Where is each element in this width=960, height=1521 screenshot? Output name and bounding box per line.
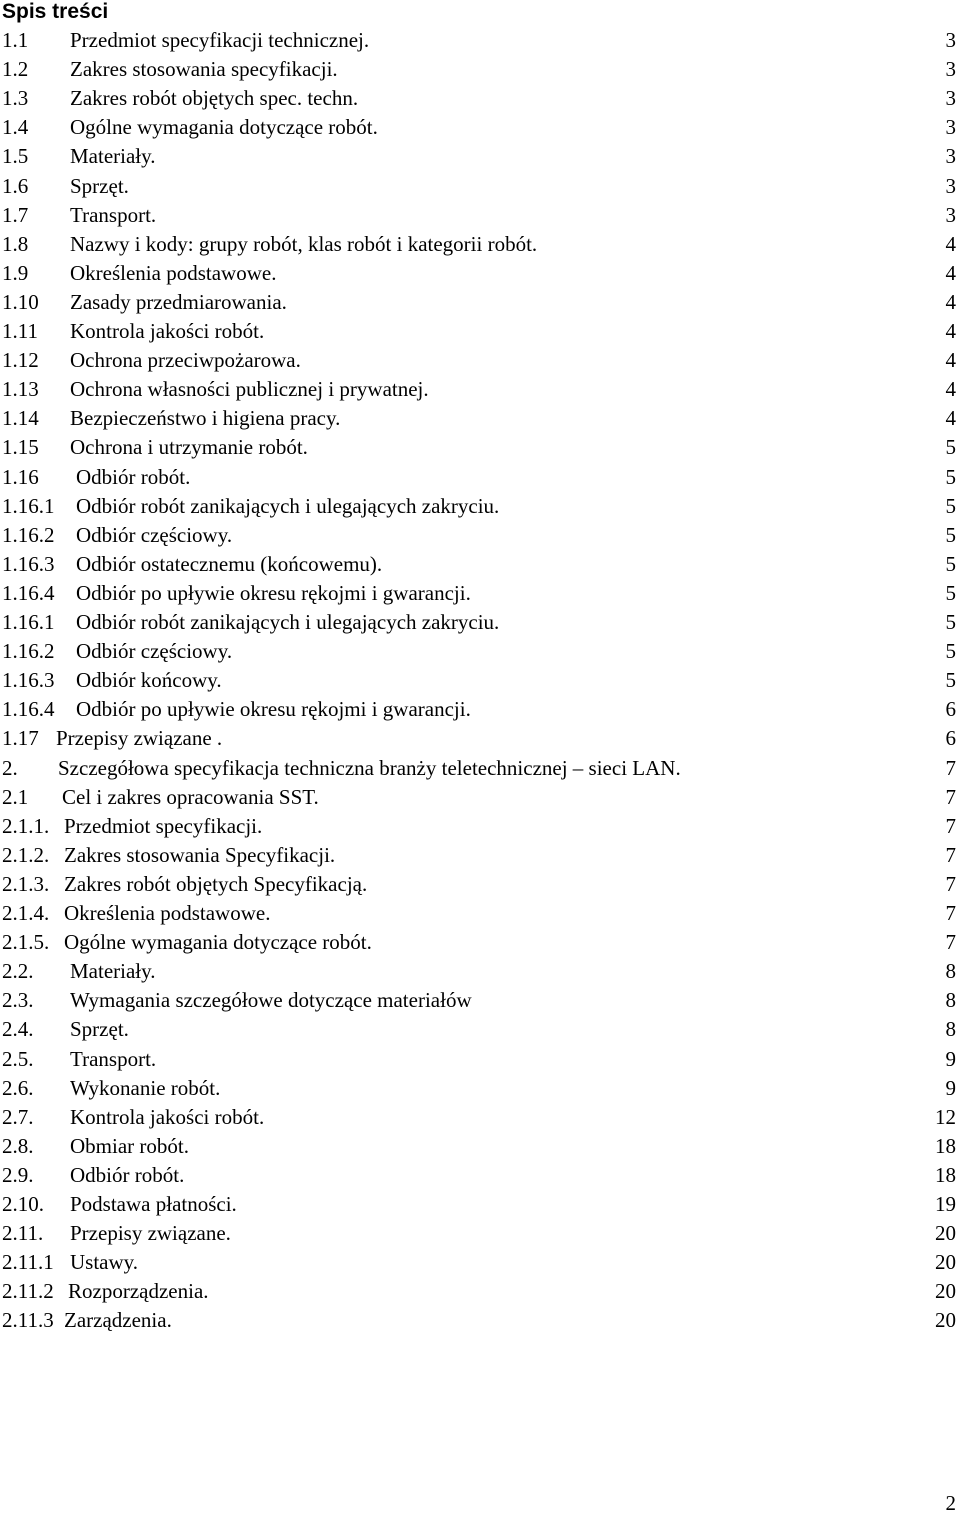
toc-entry-title: Kontrola jakości robót. [70,319,265,343]
toc-entry-title: Materiały. [70,959,156,984]
toc-entry-page: 19 [935,1192,956,1216]
toc-entry-number: 1.13 [2,377,39,402]
toc-entry-number: 1.2 [2,57,29,82]
toc-entry-number: 1.14 [2,406,39,431]
toc-entry-title: Ogólne wymagania dotyczące robót. [64,930,372,955]
toc-entry-title: Nazwy i kody: grupy robót, klas robót i kategorii robót. [70,231,538,256]
toc-entry-title: Przepisy związane . [56,726,223,751]
toc-entry-title: Ustawy. [70,1250,139,1275]
toc-entry-number: 1.6 [2,173,29,198]
toc-entry-title: Odbiór ostatecznemu (końcowemu). [76,551,383,576]
toc-entry-number: 1.16.4 [2,580,55,605]
toc-entry-page: 4 [945,319,956,343]
toc-entry[interactable] [0,1045,960,1074]
toc-entry[interactable] [0,986,960,1015]
toc-entry[interactable] [0,783,960,812]
toc-entry-number: 2.11.2 [2,1279,54,1304]
toc-entry-title: Transport. [70,1046,157,1071]
toc-entry-title: Zakres stosowania specyfikacji. [70,57,338,82]
toc-entry-title: Sprzęt. [70,1017,129,1042]
toc-entry-title: Materiały. [70,144,156,169]
toc-entry-page: 4 [945,289,956,314]
toc-entry-page: 4 [945,377,956,402]
toc-entry-number: 1.16.3 [2,668,55,693]
toc-entry-title: Odbiór końcowy. [76,668,222,693]
toc-entry-title: Ochrona i utrzymanie robót. [70,435,308,460]
toc-entry[interactable] [0,1277,960,1306]
toc-entry-title: Rozporządzenia. [68,1279,209,1304]
toc-entry[interactable] [0,55,960,84]
toc-entry[interactable] [0,812,960,841]
toc-entry-title: Odbiór robót. [76,464,191,489]
toc-entry-title: Wykonanie robót. [70,1075,221,1100]
toc-entry-number: 2.1.4. [2,901,50,925]
toc-entry-page: 7 [945,813,956,838]
toc-entry-page: 3 [945,115,956,140]
toc-entry-number: 2.2. [2,959,34,984]
toc-entry-page: 7 [945,784,956,809]
toc-entry-title: Zasady przedmiarowania. [70,289,287,314]
toc-entry-number: 2.1.2. [2,842,50,867]
toc-entry-title: Odbiór po upływie okresu rękojmi i gwarancji. [76,580,471,605]
toc-entry-page: 20 [935,1279,956,1304]
toc-entry-number: 1.15 [2,435,39,460]
toc-entry-page: 20 [935,1308,956,1333]
toc-entry[interactable] [0,1190,960,1219]
toc-entry[interactable] [0,1132,960,1161]
toc-entry[interactable] [0,142,960,171]
toc-entry-title: Zakres robót objętych spec. techn. [70,86,359,111]
toc-entry-number: 2.11. [2,1221,44,1246]
toc-entry-page: 3 [945,144,956,169]
toc-entry-page: 9 [945,1075,956,1100]
toc-entry-number: 2.11.1 [2,1250,54,1275]
toc-entry[interactable] [0,695,960,724]
toc-entry-number: 1.9 [2,260,29,285]
toc-entry[interactable] [0,841,960,870]
toc-entry-title: Zakres stosowania Specyfikacji. [64,842,336,867]
toc-entry-page: 3 [945,202,956,227]
toc-entry-number: 2.1 [2,784,29,809]
toc-entry-number: 1.12 [2,348,39,373]
toc-entry-page: 5 [945,493,956,518]
toc-entry-number: 2.1.5. [2,930,50,955]
toc-entry-number: 1.8 [2,231,29,256]
toc-entry-page: 18 [935,1133,956,1158]
toc-entry-number: 1.4 [2,115,29,140]
toc-entry-title: Bezpieczeństwo i higiena pracy. [70,406,341,431]
toc-entry-page: 3 [945,28,956,52]
toc-entry-page: 4 [945,231,956,256]
toc-entry-page: 7 [945,755,956,780]
toc-entry[interactable] [0,608,960,637]
toc-entry-title: Szczegółowa specyfikacja techniczna branży teletechnicznej – sieci LAN. [58,755,681,780]
toc-entry-title: Wymagania szczegółowe dotyczące materiałów [70,988,472,1013]
toc-entry[interactable] [0,1103,960,1132]
toc-entry-page: 5 [945,551,956,576]
toc-entry[interactable] [0,1074,960,1103]
toc-entry-page: 7 [945,930,956,955]
toc-entry-title: Kontrola jakości robót. [70,1104,265,1129]
toc-entry-title: Podstawa płatności. [70,1192,237,1216]
toc-entry-number: 2.10. [2,1192,44,1216]
toc-entry-page: 4 [945,260,956,285]
toc-entry[interactable] [0,579,960,608]
toc-entry-title: Zarządzenia. [64,1308,172,1333]
toc-entry-title: Odbiór robót zanikających i ulegających zakryciu. [76,493,500,518]
toc-entry-number: 1.16.3 [2,551,55,576]
toc-entry-title: Odbiór robót zanikających i ulegających zakryciu. [76,610,500,634]
toc-entry[interactable] [0,346,960,375]
toc-entry-page: 5 [945,435,956,460]
toc-entry-page: 20 [935,1250,956,1275]
toc-entry[interactable] [0,957,960,986]
toc-entry-number: 2.5. [2,1046,34,1071]
toc-entry-page: 5 [945,639,956,664]
toc-entry[interactable] [0,317,960,346]
toc-entry-number: 1.17 [2,726,39,751]
toc-entry-page: 5 [945,580,956,605]
toc-entry-page: 5 [945,464,956,489]
toc-title: Spis treści [2,0,109,23]
toc-entry-number: 1.16 [2,464,39,489]
toc-entry-page: 6 [945,697,956,722]
toc-entry[interactable] [0,637,960,666]
toc-entry-title: Cel i zakres opracowania SST. [62,784,319,809]
toc-entry[interactable] [0,870,960,899]
toc-entry[interactable] [0,754,960,783]
toc-entry-number: 1.1 [2,28,29,52]
toc-entry[interactable] [0,550,960,579]
toc-entry-page: 20 [935,1221,956,1246]
toc-entry[interactable] [0,26,960,55]
toc-entry-title: Ochrona własności publicznej i prywatnej. [70,377,429,402]
toc-entry-number: 2.1.3. [2,871,50,896]
toc-entry-page: 5 [945,668,956,693]
toc-entry-number: 1.5 [2,144,29,169]
toc-entry-title: Określenia podstawowe. [64,901,271,925]
toc-entry-page: 18 [935,1162,956,1187]
toc-entry-title: Odbiór częściowy. [76,639,233,664]
toc-entry-title: Ochrona przeciwpożarowa. [70,348,301,373]
toc-entry-page: 7 [945,901,956,925]
toc-entry-number: 1.16.2 [2,639,55,664]
toc-entry-number: 1.16.2 [2,522,55,547]
toc-entry-page: 5 [945,610,956,634]
toc-entry-number: 1.16.1 [2,493,55,518]
toc-entry[interactable] [0,1161,960,1190]
toc-entry-page: 3 [945,86,956,111]
toc-entry-number: 2.8. [2,1133,34,1158]
toc-entry-page: 12 [935,1104,956,1129]
toc-entry-number: 1.16.1 [2,610,55,634]
toc-entry-number: 2.4. [2,1017,34,1042]
toc-entry-number: 2.1.1. [2,813,50,838]
toc-entry-title: Ogólne wymagania dotyczące robót. [70,115,378,140]
toc-entry-page: 8 [945,988,956,1013]
toc-entry-title: Obmiar robót. [70,1133,189,1158]
toc-entry-title: Transport. [70,202,157,227]
toc-entry[interactable] [0,521,960,550]
toc-entry-page: 3 [945,57,956,82]
toc-entry-page: 3 [945,173,956,198]
toc-entry[interactable] [0,288,960,317]
toc-entry[interactable] [0,84,960,113]
toc-entry-number: 1.3 [2,86,29,111]
toc-entry-number: 2. [2,755,18,780]
toc-entry-page: 7 [945,871,956,896]
toc-entry-number: 1.11 [2,319,38,343]
toc-entry[interactable] [0,404,960,433]
toc-entry[interactable] [0,1248,960,1277]
toc-entry[interactable] [0,666,960,695]
toc-entry-title: Określenia podstawowe. [70,260,277,285]
toc-entry-number: 2.11.3 [2,1308,54,1333]
toc-entry[interactable] [0,113,960,142]
toc-entry[interactable] [0,928,960,957]
toc-entry-number: 1.7 [2,202,29,227]
toc-entry-page: 7 [945,842,956,867]
toc-entry-number: 1.16.4 [2,697,55,722]
toc-entry-page: 6 [945,726,956,751]
toc-entry-number: 2.3. [2,988,34,1013]
toc-entry-number: 2.6. [2,1075,34,1100]
toc-entry[interactable] [0,259,960,288]
toc-entry-title: Sprzęt. [70,173,129,198]
toc-entry[interactable] [0,172,960,201]
toc-entry-page: 8 [945,959,956,984]
toc-entry-page: 4 [945,406,956,431]
toc-entry-page: 8 [945,1017,956,1042]
toc-entry[interactable] [0,463,960,492]
toc-entry-title: Zakres robót objętych Specyfikacją. [64,871,368,896]
toc-entry-page: 9 [945,1046,956,1071]
toc-entry-number: 1.10 [2,289,39,314]
toc-entry[interactable] [0,1015,960,1044]
toc-entry[interactable] [0,1219,960,1248]
toc-entry-number: 2.9. [2,1162,34,1187]
toc-entry[interactable] [0,1306,960,1335]
toc-entry[interactable] [0,492,960,521]
toc-entry[interactable] [0,724,960,753]
toc-entry-title: Odbiór po upływie okresu rękojmi i gwarancji. [76,697,471,722]
toc-entry-page: 5 [945,522,956,547]
toc-entry-page: 4 [945,348,956,373]
toc-entry-title: Odbiór częściowy. [76,522,233,547]
toc-entry[interactable] [0,899,960,928]
toc-entry-title: Odbiór robót. [70,1162,185,1187]
toc-entry-title: Przepisy związane. [70,1221,231,1246]
toc-entry[interactable] [0,433,960,462]
toc-entry[interactable] [0,230,960,259]
toc-entry[interactable] [0,201,960,230]
toc-entry-title: Przedmiot specyfikacji. [64,813,263,838]
toc-entry[interactable] [0,375,960,404]
toc-entry-title: Przedmiot specyfikacji technicznej. [70,28,370,52]
toc-entry-number: 2.7. [2,1104,34,1129]
page-number: 2 [945,1491,956,1515]
